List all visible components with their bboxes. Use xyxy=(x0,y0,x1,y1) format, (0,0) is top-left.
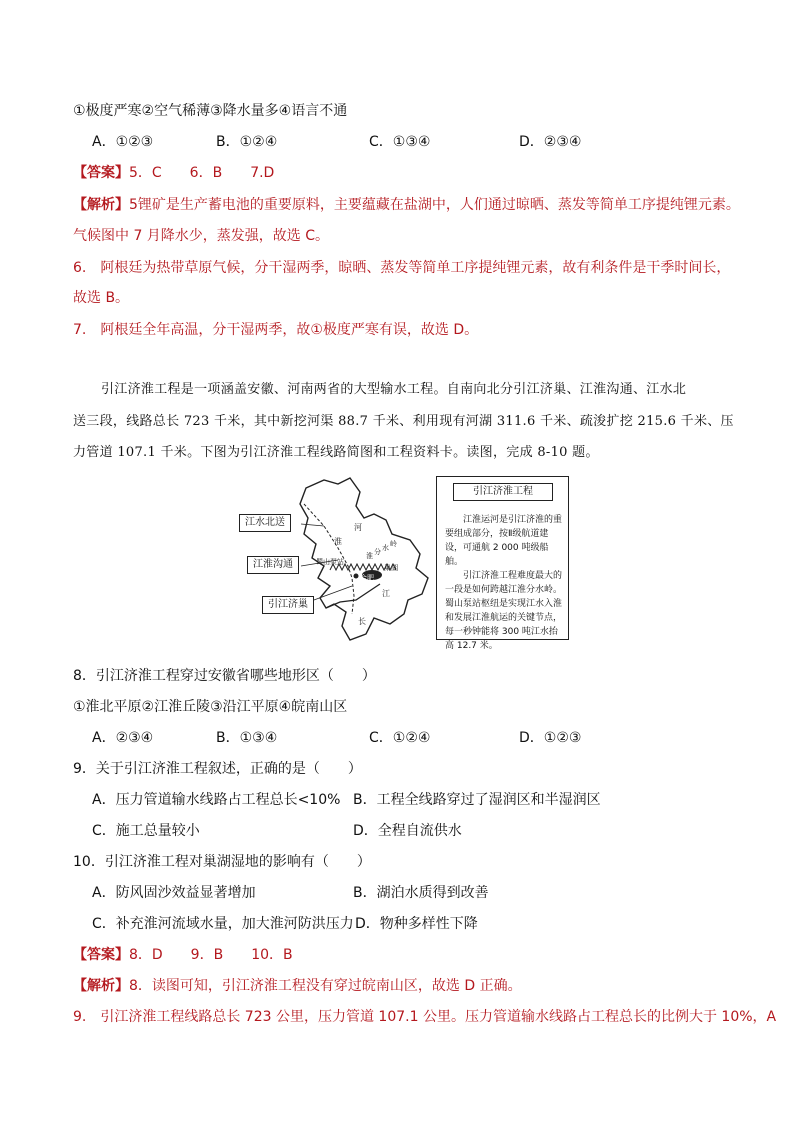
analysis-line: 气候图中 7 月降水少，蒸发强，故选 C。 xyxy=(73,228,330,244)
map-label: 江 xyxy=(382,589,390,598)
map-label: 分 xyxy=(374,548,381,556)
map-label: 长 xyxy=(358,617,366,626)
route-label-north: 江水北送 xyxy=(239,514,291,532)
analysis-tag: 【解析】 xyxy=(73,978,129,994)
q10-stem: 10．引江济淮工程对巢湖湿地的影响有（ ） xyxy=(73,854,371,870)
q10-option-a: A．防风固沙效益显著增加 xyxy=(92,885,256,901)
q7-option-b: B．①②④ xyxy=(216,134,278,150)
analysis-line: 9. 引江济淮工程线路总长 723 公里，压力管道 107.1 公里。压力管道输水线路占工程总长的比例大于 10%，A xyxy=(73,1009,777,1025)
analysis-line: 6. 阿根廷为热带草原气候，分干湿两季，晾晒、蒸发等简单工序提纯锂元素，故有利条件是干季时间长， xyxy=(73,260,731,276)
answer-block-1 xyxy=(73,163,274,183)
answer-tag: 【答案】 xyxy=(73,165,129,181)
analysis-line: 故选 B。 xyxy=(73,290,130,306)
card-paragraph: 江淮运河是引江济淮的重要组成部分，按Ⅱ级航道建设，可通航 2 000 吨级船舶。 xyxy=(445,515,563,567)
q10-option-d: D．物种多样性下降 xyxy=(355,916,478,932)
q10-option-b: B．湖泊水质得到改善 xyxy=(353,885,489,901)
map-label: 淮 xyxy=(366,552,373,560)
q7-items: ①极度严寒②空气稀薄③降水量多④语言不通 xyxy=(73,103,348,119)
answer-text: 8．D 9．B 10．B xyxy=(129,947,293,963)
q8-option-d: D．①②③ xyxy=(519,730,582,746)
q9-stem: 9．关于引江济淮工程叙述，正确的是（ ） xyxy=(73,761,362,777)
q7-option-a: A．①②③ xyxy=(92,134,154,150)
project-info-card xyxy=(436,476,569,651)
analysis-line: 5锂矿是生产蓄电池的重要原料，主要蕴藏在盐湖中，人们通过晾晒、蒸发等简单工序提纯锂元素。 xyxy=(129,197,740,213)
card-body xyxy=(445,513,563,653)
card-paragraph: 引江济淮工程难度最大的一段是如何跨越江淮分水岭。蜀山泵站枢纽是实现江水入淮和发展江淮航运的关键节点，每一秒钟能将 300 吨江水抬高 12.7 米。 xyxy=(445,571,563,651)
intro-line: 引江济淮工程是一项涵盖安徽、河南两省的大型输水工程。自南向北分引江济巢、江淮沟通、江水北 xyxy=(101,382,687,397)
q8-option-a: A．②③④ xyxy=(92,730,154,746)
map-label: 岭 xyxy=(390,540,397,548)
route-label-south: 引江济巢 xyxy=(262,596,314,614)
q10-option-c: C．补充淮河流域水量，加大淮河防洪压力 xyxy=(92,916,354,932)
answer-text: 5．C 6．B 7.D xyxy=(129,165,275,181)
q9-option-b: B．工程全线路穿过了湿润区和半湿润区 xyxy=(353,792,601,808)
map-label: 蜀山泵站 xyxy=(316,558,344,566)
answer-tag: 【答案】 xyxy=(73,947,129,963)
map-label: 水 xyxy=(382,544,389,552)
q9-option-c: C．施工总量较小 xyxy=(92,823,200,839)
q7-option-d: D．②③④ xyxy=(519,134,582,150)
q8-option-c: C．①②④ xyxy=(369,730,431,746)
map-label: 淮 xyxy=(334,537,342,546)
analysis-line: 8．读图可知，引江济淮工程没有穿过皖南山区，故选 D 正确。 xyxy=(129,978,522,994)
q9-option-a: A．压力管道输水线路占工程总长<10% xyxy=(92,792,341,808)
map-label: 河 xyxy=(354,523,362,532)
q9-option-d: D．全程自流供水 xyxy=(353,823,462,839)
intro-line: 力管道 107.1 千米。下图为引江济淮工程线路简图和工程资料卡。读图，完成 8-10 题。 xyxy=(73,445,599,460)
analysis-tag: 【解析】 xyxy=(73,197,129,213)
q8-stem: 8．引江济淮工程穿过安徽省哪些地形区（ ） xyxy=(73,668,376,684)
route-label-middle: 江淮沟通 xyxy=(247,556,299,574)
analysis-block-2 xyxy=(73,976,522,996)
q8-items: ①淮北平原②江淮丘陵③沿江平原④皖南山区 xyxy=(73,699,348,715)
card-title: 引江济淮工程 xyxy=(453,483,553,501)
map-label: 合肥 xyxy=(360,574,374,582)
analysis-line: 7. 阿根廷全年高温，分干湿两季，故①极度严寒有误，故选 D。 xyxy=(73,322,479,338)
q7-option-c: C．①③④ xyxy=(369,134,431,150)
answer-block-2 xyxy=(73,945,293,965)
q8-option-b: B．①③④ xyxy=(216,730,278,746)
intro-line: 送三段，线路总长 723 千米，其中新挖河渠 88.7 千米、利用现有河湖 311.6 千米、疏浚扩挖 215.6 千米、压 xyxy=(73,414,734,429)
analysis-block-1 xyxy=(73,195,740,215)
map-label: 巢湖 xyxy=(384,564,398,572)
